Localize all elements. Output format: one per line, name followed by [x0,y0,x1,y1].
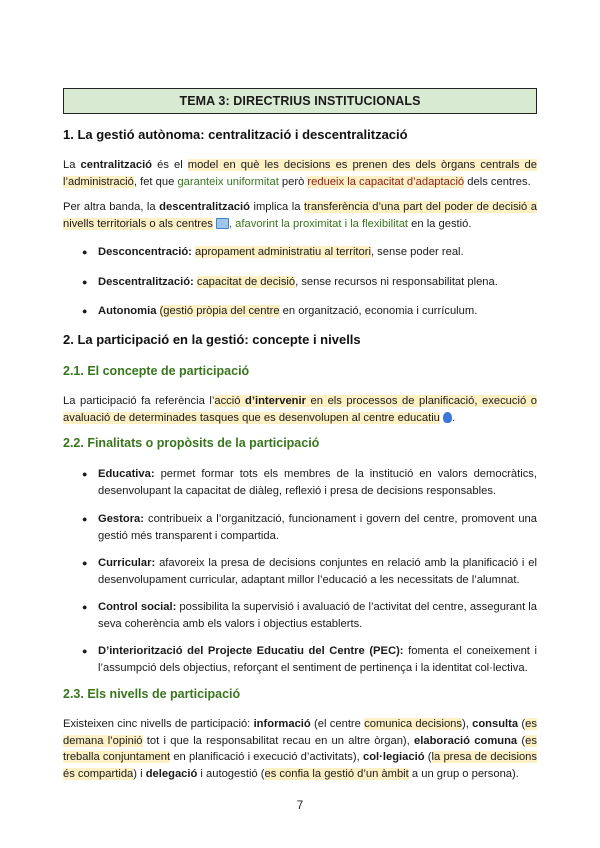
page-title: TEMA 3: DIRECTRIUS INSTITUCIONALS [63,88,537,114]
text: ( [518,718,526,730]
text: possibilita la supervisió i avaluació de l’activitat del centre, assegurant la seva coherència amb els valors i objectius establerts. [98,601,538,630]
highlight: en els processos de planificació, execució o avaluació de determinades tasques que es desenvolupen al centre educatiu [63,395,537,424]
text: , sense recursos ni responsabilitat plena. [295,276,498,288]
subsection-2-3-heading: 2.3. Els nivells de participació [63,687,241,701]
term-consulta: consulta [472,718,519,730]
paragraph-nivells [63,716,537,782]
highlight: apropament administratiu al territori [195,246,371,258]
text: Existeixen cinc nivells de participació: [63,718,254,730]
highlight: capacitat de decisió [196,276,296,288]
bullet-term: Desconcentració: [98,246,192,258]
term-intervenir: d’intervenir [245,395,306,407]
highlight-red: redueix la capacitat d’adaptació [307,175,465,188]
highlight: comunica decisions [364,718,462,730]
text: en planificació i execució d’activitats), [170,751,363,763]
bullet-icon: ● [82,602,88,612]
bullet-icon: ● [82,469,88,479]
highlight: es confia la gestió d’un àmbit [264,767,409,780]
list-item [82,466,537,499]
text: fomenta el coneixement i l’assumpció dels objectius, reforçant el sentiment de pertinença i la identitat col·lectiva. [98,645,537,674]
term-descentralitzacio: descentralització [159,201,250,213]
term-collegiacio: col·legiació [362,751,425,763]
highlight: (gestió pròpia del centre [159,305,280,317]
highlight: model en què les decisions es prenen des dels òrgans centrals de l’administració [63,159,537,188]
text: implica la [249,201,305,213]
list-item [82,555,537,588]
bullet-icon: ● [82,306,88,316]
bullet-term: D’interiorització del Projecte Educatiu del Centre (PEC): [98,645,404,657]
text: , fet que [133,175,178,188]
bullet-term: Descentralització: [98,276,194,288]
subsection-2-1-heading: 2.1. El concepte de participació [63,364,250,378]
bullet-term: Gestora: [98,513,145,525]
text: dels centres. [464,175,531,188]
text: La participació fa referència l’ [63,395,215,407]
head-icon [443,412,452,423]
list-item [82,511,537,544]
list-item [82,244,537,261]
text: en la gestió. [408,217,472,230]
highlight: la presa de decisions és compartida [63,751,537,780]
text: i autogestió ( [197,767,265,780]
text: Per altra banda, la [63,201,160,213]
highlight: acció [214,395,246,407]
paragraph-centralitzacio [63,157,537,190]
text: afavoreix la presa de decisions conjuntes en relació amb la planificació i el desenvolupament curricular, adaptant millor l’educació a les necessitats de l’alumnat. [98,557,537,586]
text: La [63,159,81,171]
pencil-icon [216,218,229,229]
text: . [452,411,456,424]
list-item [82,643,537,676]
bullet-icon: ● [82,558,88,568]
text: permet formar tots els membres de la institució en valors democràtics, desenvolupant la capacitat de diàleg, reflexió i presa de decisions responsables. [98,468,537,497]
highlight: es treballa conjuntament [63,734,537,763]
text: tot i que la responsabilitat recau en un altre òrgan), [142,734,415,747]
bullet-term: Autonomia [98,305,157,317]
page-number: 7 [296,800,304,812]
text: a un grup o persona). [408,767,519,780]
term-informacio: informació [253,718,311,730]
paragraph-descentralitzacio [63,199,537,232]
green-text: , afavorint la proximitat i la flexibilitat [228,217,409,230]
bullet-term: Educativa: [98,468,155,480]
term-delegacio: delegació [145,767,198,780]
section-1-heading: 1. La gestió autònoma: centralització i descentralització [63,127,408,142]
list-item [82,599,537,632]
text: contribueix a l’organització, funcionament i govern del centre, promovent una gestió més transparent i compartida. [98,513,537,542]
list-item [82,274,537,291]
text: ) i [133,767,146,780]
highlight: es demana l’opinió [63,718,537,747]
highlight: transferència d’una part del poder de decisió a nivells territorials o als centres [63,201,537,230]
bullet-icon: ● [82,277,88,287]
text: ( [424,751,432,763]
text: , sense poder real. [370,246,464,258]
text: ), [461,718,473,730]
bullet-icon: ● [82,514,88,524]
green-text: garanteix uniformitat [177,175,279,188]
bullet-term: Curricular: [98,557,156,569]
bullet-term: Control social: [98,601,177,613]
text: en organització, economia i currículum. [279,305,478,317]
section-2-heading: 2. La participació en la gestió: concepte i nivells [63,332,361,347]
text: ( [517,734,526,747]
text: però [278,175,308,188]
text: (el centre [310,718,365,730]
subsection-2-2-heading: 2.2. Finalitats o propòsits de la participació [63,436,320,450]
bullet-icon: ● [82,247,88,257]
list-item [82,303,537,320]
term-elaboracio: elaboració comuna [414,734,518,747]
term-centralitzacio: centralització [80,159,153,171]
paragraph-concepte [63,393,537,426]
bullet-icon: ● [82,646,88,656]
text: és el [152,159,188,171]
